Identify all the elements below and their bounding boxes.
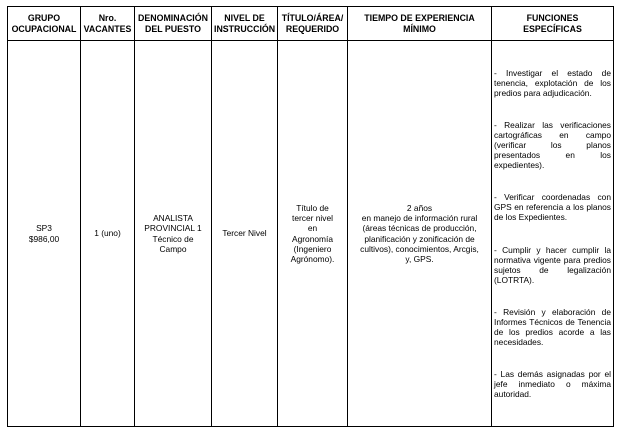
- vacantes-value: 1 (uno): [94, 228, 121, 239]
- experiencia-text: en manejo de información rural: [361, 213, 478, 224]
- titulo-text: Agronomía: [292, 233, 333, 244]
- header-text: OCUPACIONAL: [11, 23, 77, 34]
- experiencia-text: 2 años: [406, 203, 433, 214]
- header-text: MÍNIMO: [403, 23, 436, 34]
- job-profile-table: [7, 6, 614, 427]
- cell-grupo-ocupacional: [8, 41, 81, 427]
- cell-tiempo-experiencia: [348, 41, 492, 427]
- puesto-text: PROVINCIAL 1: [144, 223, 202, 234]
- cell-titulo: [278, 41, 348, 427]
- header-text: TIEMPO DE EXPERIENCIA: [364, 12, 475, 23]
- experiencia-text: y, GPS.: [405, 253, 434, 264]
- puesto-text: Campo: [159, 243, 187, 254]
- header-nivel-instruccion: [212, 7, 278, 41]
- cell-funciones: [492, 41, 614, 427]
- puesto-text: Técnico de: [152, 233, 194, 244]
- header-text: GRUPO: [27, 12, 61, 23]
- cell-vacantes: [81, 41, 135, 427]
- experiencia-text: (áreas técnicas de producción,: [362, 223, 477, 234]
- funcion-item: - Revisión y elaboración de Informes Técnicos de Tenencia de los predios acorde a las necesidades.: [494, 306, 611, 348]
- header-text: DENOMINACIÓN: [138, 12, 208, 23]
- funcion-item: - Realizar las verificaciones cartográficas en campo (verificar los planos presentados en los expedientes).: [494, 119, 611, 171]
- header-text: FUNCIONES: [526, 12, 579, 23]
- funcion-item: - Las demás asignadas por el jefe inmediato o máxima autoridad.: [494, 369, 611, 400]
- funcion-item: - Cumplir y hacer cumplir la normativa vigente para predios sujetos de legalización (LOTRTA).: [494, 244, 611, 285]
- header-tiempo-experiencia: [348, 7, 492, 41]
- cell-denominacion: [135, 41, 212, 427]
- header-text: NIVEL DE: [224, 12, 265, 23]
- header-text: DEL PUESTO: [145, 23, 201, 34]
- grupo-code: SP3: [36, 223, 52, 234]
- nivel-value: Tercer Nivel: [222, 228, 267, 239]
- titulo-text: Título de: [296, 203, 329, 214]
- header-text: REQUERIDO: [285, 23, 340, 34]
- funcion-item: - Verificar coordenadas con GPS en referencia a los planos de los Expedientes.: [494, 192, 611, 223]
- header-text: TÍTULO/ÁREA/: [281, 12, 344, 23]
- titulo-text: en: [307, 223, 318, 234]
- titulo-text: tercer nivel: [292, 213, 333, 224]
- header-row: [8, 7, 614, 41]
- header-funciones: [492, 7, 614, 41]
- header-vacantes: [81, 7, 135, 41]
- header-text: Nro.: [98, 12, 117, 23]
- table-row: [8, 41, 614, 427]
- titulo-text: Agrónomo).: [290, 253, 335, 264]
- puesto-text: ANALISTA: [153, 213, 193, 224]
- titulo-text: (Ingeniero: [293, 243, 332, 254]
- cell-nivel-instruccion: [212, 41, 278, 427]
- experiencia-text: planificación y zonificación de: [364, 233, 475, 244]
- experiencia-text: cultivos), conocimientos, Arcgis,: [360, 243, 479, 254]
- header-text: INSTRUCCIÓN: [214, 23, 276, 34]
- salary-value: $986,00: [28, 233, 60, 244]
- header-text: ESPECÍFICAS: [523, 23, 582, 34]
- funcion-item: - Investigar el estado de tenencia, explotación de los predios para adjudicación.: [494, 67, 611, 98]
- header-denominacion: [135, 7, 212, 41]
- header-titulo: [278, 7, 348, 41]
- header-text: VACANTES: [83, 23, 132, 34]
- header-grupo-ocupacional: [8, 7, 81, 41]
